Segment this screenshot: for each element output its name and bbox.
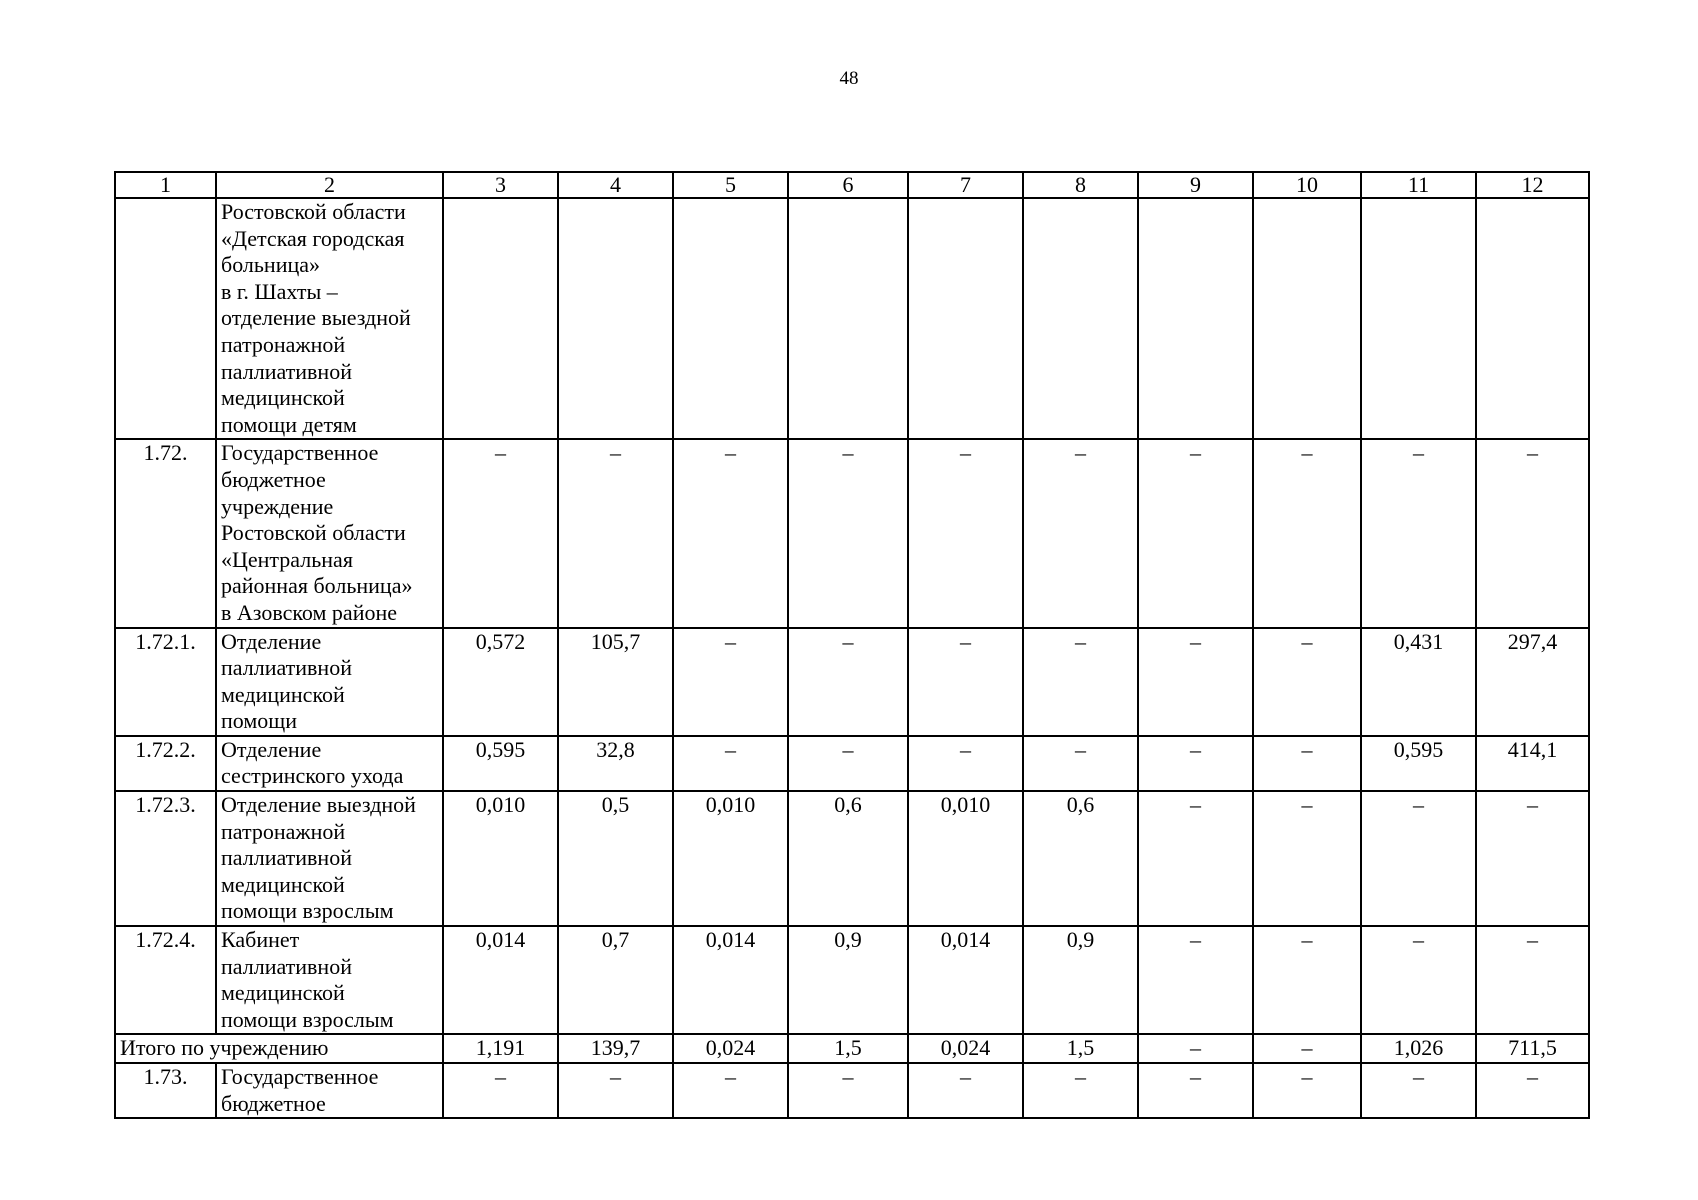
row-value: 0,014 bbox=[908, 926, 1023, 1034]
row-name bbox=[216, 736, 443, 791]
total-value: 1,026 bbox=[1361, 1034, 1476, 1063]
total-value: 1,5 bbox=[1023, 1034, 1138, 1063]
row-name-line: помощи взрослым bbox=[221, 898, 394, 924]
row-number: 1.73. bbox=[115, 1063, 216, 1118]
row-number: 1.72.4. bbox=[115, 926, 216, 1034]
column-header: 4 bbox=[558, 172, 673, 198]
row-value: 0,010 bbox=[908, 791, 1023, 926]
row-name bbox=[216, 926, 443, 1034]
row-value: – bbox=[1023, 1063, 1138, 1118]
row-value: – bbox=[1253, 1063, 1361, 1118]
total-value: 0,024 bbox=[673, 1034, 788, 1063]
row-name-line: Государственное bbox=[221, 1064, 379, 1089]
row-value: – bbox=[1361, 1063, 1476, 1118]
total-value: 1,5 bbox=[788, 1034, 908, 1063]
row-value: – bbox=[788, 736, 908, 791]
total-value: 1,191 bbox=[443, 1034, 558, 1063]
row-value: 105,7 bbox=[558, 628, 673, 736]
row-value: – bbox=[1476, 1063, 1589, 1118]
row-name-line: медицинской bbox=[221, 385, 345, 411]
row-value bbox=[558, 198, 673, 439]
column-header: 10 bbox=[1253, 172, 1361, 198]
total-value: – bbox=[1253, 1034, 1361, 1063]
row-name-line: Государственное bbox=[221, 440, 379, 466]
row-name-line: больница» bbox=[221, 252, 320, 278]
row-name bbox=[216, 198, 443, 439]
row-value: 32,8 bbox=[558, 736, 673, 791]
row-number: 1.72. bbox=[115, 439, 216, 627]
row-name-line: бюджетное bbox=[221, 466, 326, 492]
row-value bbox=[1253, 198, 1361, 439]
row-name-line: бюджетное bbox=[221, 1090, 326, 1116]
row-name-line: Отделение bbox=[221, 628, 322, 654]
row-value: – bbox=[1253, 439, 1361, 627]
row-name-line: в г. Шахты – bbox=[221, 278, 338, 304]
row-value: – bbox=[908, 1063, 1023, 1118]
column-header: 11 bbox=[1361, 172, 1476, 198]
row-value: – bbox=[673, 439, 788, 627]
row-value: – bbox=[1476, 439, 1589, 627]
row-value: – bbox=[908, 736, 1023, 791]
row-value: – bbox=[673, 1063, 788, 1118]
row-value: – bbox=[1361, 791, 1476, 926]
row-value: 297,4 bbox=[1476, 628, 1589, 736]
table-row bbox=[115, 628, 1589, 736]
row-name-line: учреждение bbox=[221, 493, 334, 519]
page-number: 48 bbox=[839, 68, 859, 89]
row-value: 0,014 bbox=[673, 926, 788, 1034]
total-row bbox=[115, 1034, 1589, 1063]
row-value: – bbox=[1361, 926, 1476, 1034]
row-value bbox=[1361, 198, 1476, 439]
row-value: – bbox=[558, 439, 673, 627]
row-value: 0,595 bbox=[443, 736, 558, 791]
row-name-line: медицинской bbox=[221, 681, 345, 707]
row-name-line: медицинской bbox=[221, 871, 345, 897]
data-table bbox=[114, 171, 1590, 1119]
row-value: – bbox=[1023, 439, 1138, 627]
row-value bbox=[1476, 198, 1589, 439]
row-value: – bbox=[443, 1063, 558, 1118]
row-name-line: патронажной bbox=[221, 331, 346, 357]
row-value: – bbox=[1138, 439, 1253, 627]
column-header: 7 bbox=[908, 172, 1023, 198]
row-name-line: отделение выездной bbox=[221, 305, 411, 331]
row-value: 0,014 bbox=[443, 926, 558, 1034]
row-value: 0,9 bbox=[1023, 926, 1138, 1034]
row-value: – bbox=[1253, 791, 1361, 926]
row-name-line: Отделение bbox=[221, 736, 322, 762]
row-name-line: помощи детям bbox=[221, 411, 357, 437]
row-value: – bbox=[1138, 926, 1253, 1034]
table-row bbox=[115, 1063, 1589, 1118]
total-value: – bbox=[1138, 1034, 1253, 1063]
row-value: 0,5 bbox=[558, 791, 673, 926]
row-value bbox=[788, 198, 908, 439]
table-row bbox=[115, 198, 1589, 439]
row-value: – bbox=[1138, 628, 1253, 736]
row-value: 0,7 bbox=[558, 926, 673, 1034]
row-name bbox=[216, 791, 443, 926]
column-header: 1 bbox=[115, 172, 216, 198]
row-name-line: паллиативной bbox=[221, 655, 352, 681]
row-value: – bbox=[1138, 1063, 1253, 1118]
table-row bbox=[115, 926, 1589, 1034]
row-name bbox=[216, 439, 443, 627]
row-value: – bbox=[443, 439, 558, 627]
row-value bbox=[1023, 198, 1138, 439]
row-name-line: помощи bbox=[221, 708, 297, 734]
row-number: 1.72.1. bbox=[115, 628, 216, 736]
row-number: 1.72.3. bbox=[115, 791, 216, 926]
row-value: – bbox=[788, 439, 908, 627]
row-name bbox=[216, 628, 443, 736]
row-value: – bbox=[1023, 628, 1138, 736]
table-row bbox=[115, 791, 1589, 926]
row-name-line: паллиативной bbox=[221, 358, 352, 384]
row-value: – bbox=[1476, 926, 1589, 1034]
row-value: – bbox=[1476, 791, 1589, 926]
row-value: – bbox=[788, 1063, 908, 1118]
column-header: 5 bbox=[673, 172, 788, 198]
row-value bbox=[673, 198, 788, 439]
row-value bbox=[443, 198, 558, 439]
row-name-line: районная больница» bbox=[221, 573, 413, 599]
row-value: – bbox=[908, 628, 1023, 736]
row-name-line: Кабинет bbox=[221, 927, 300, 953]
row-number: 1.72.2. bbox=[115, 736, 216, 791]
row-value: – bbox=[558, 1063, 673, 1118]
column-header: 6 bbox=[788, 172, 908, 198]
row-value: – bbox=[1361, 439, 1476, 627]
table-row bbox=[115, 439, 1589, 627]
row-value: 414,1 bbox=[1476, 736, 1589, 791]
total-value: 0,024 bbox=[908, 1034, 1023, 1063]
row-value: – bbox=[1138, 791, 1253, 926]
row-number bbox=[115, 198, 216, 439]
row-name-line: сестринского ухода bbox=[221, 763, 404, 789]
row-name-line: медицинской bbox=[221, 980, 345, 1006]
row-name-line: паллиативной bbox=[221, 845, 352, 871]
total-value: 711,5 bbox=[1476, 1034, 1589, 1063]
row-value: 0,010 bbox=[443, 791, 558, 926]
row-value: – bbox=[1023, 736, 1138, 791]
row-value: – bbox=[908, 439, 1023, 627]
column-header: 8 bbox=[1023, 172, 1138, 198]
column-header: 2 bbox=[216, 172, 443, 198]
row-value: 0,6 bbox=[1023, 791, 1138, 926]
column-header: 12 bbox=[1476, 172, 1589, 198]
column-header: 3 bbox=[443, 172, 558, 198]
row-value: – bbox=[788, 628, 908, 736]
row-name-line: помощи взрослым bbox=[221, 1006, 394, 1032]
row-value: – bbox=[673, 736, 788, 791]
row-value: – bbox=[1138, 736, 1253, 791]
row-name-line: Ростовской области bbox=[221, 199, 406, 224]
row-name-line: патронажной bbox=[221, 818, 346, 844]
row-value: 0,010 bbox=[673, 791, 788, 926]
row-name-line: в Азовском районе bbox=[221, 599, 398, 625]
header-row bbox=[115, 172, 1589, 198]
total-label: Итого по учреждению bbox=[115, 1034, 443, 1063]
row-value: – bbox=[1253, 628, 1361, 736]
total-value: 139,7 bbox=[558, 1034, 673, 1063]
row-value: – bbox=[1253, 926, 1361, 1034]
row-name-line: «Детская городская bbox=[221, 225, 405, 251]
row-name bbox=[216, 1063, 443, 1118]
row-name-line: «Центральная bbox=[221, 546, 353, 572]
row-name-line: Отделение выездной bbox=[221, 792, 416, 818]
table-row bbox=[115, 736, 1589, 791]
row-value: 0,572 bbox=[443, 628, 558, 736]
row-name-line: паллиативной bbox=[221, 953, 352, 979]
row-value: 0,9 bbox=[788, 926, 908, 1034]
column-header: 9 bbox=[1138, 172, 1253, 198]
row-value bbox=[908, 198, 1023, 439]
row-value bbox=[1138, 198, 1253, 439]
row-value: 0,431 bbox=[1361, 628, 1476, 736]
row-value: – bbox=[1253, 736, 1361, 791]
row-value: 0,595 bbox=[1361, 736, 1476, 791]
row-name-line: Ростовской области bbox=[221, 520, 406, 546]
row-value: 0,6 bbox=[788, 791, 908, 926]
row-value: – bbox=[673, 628, 788, 736]
